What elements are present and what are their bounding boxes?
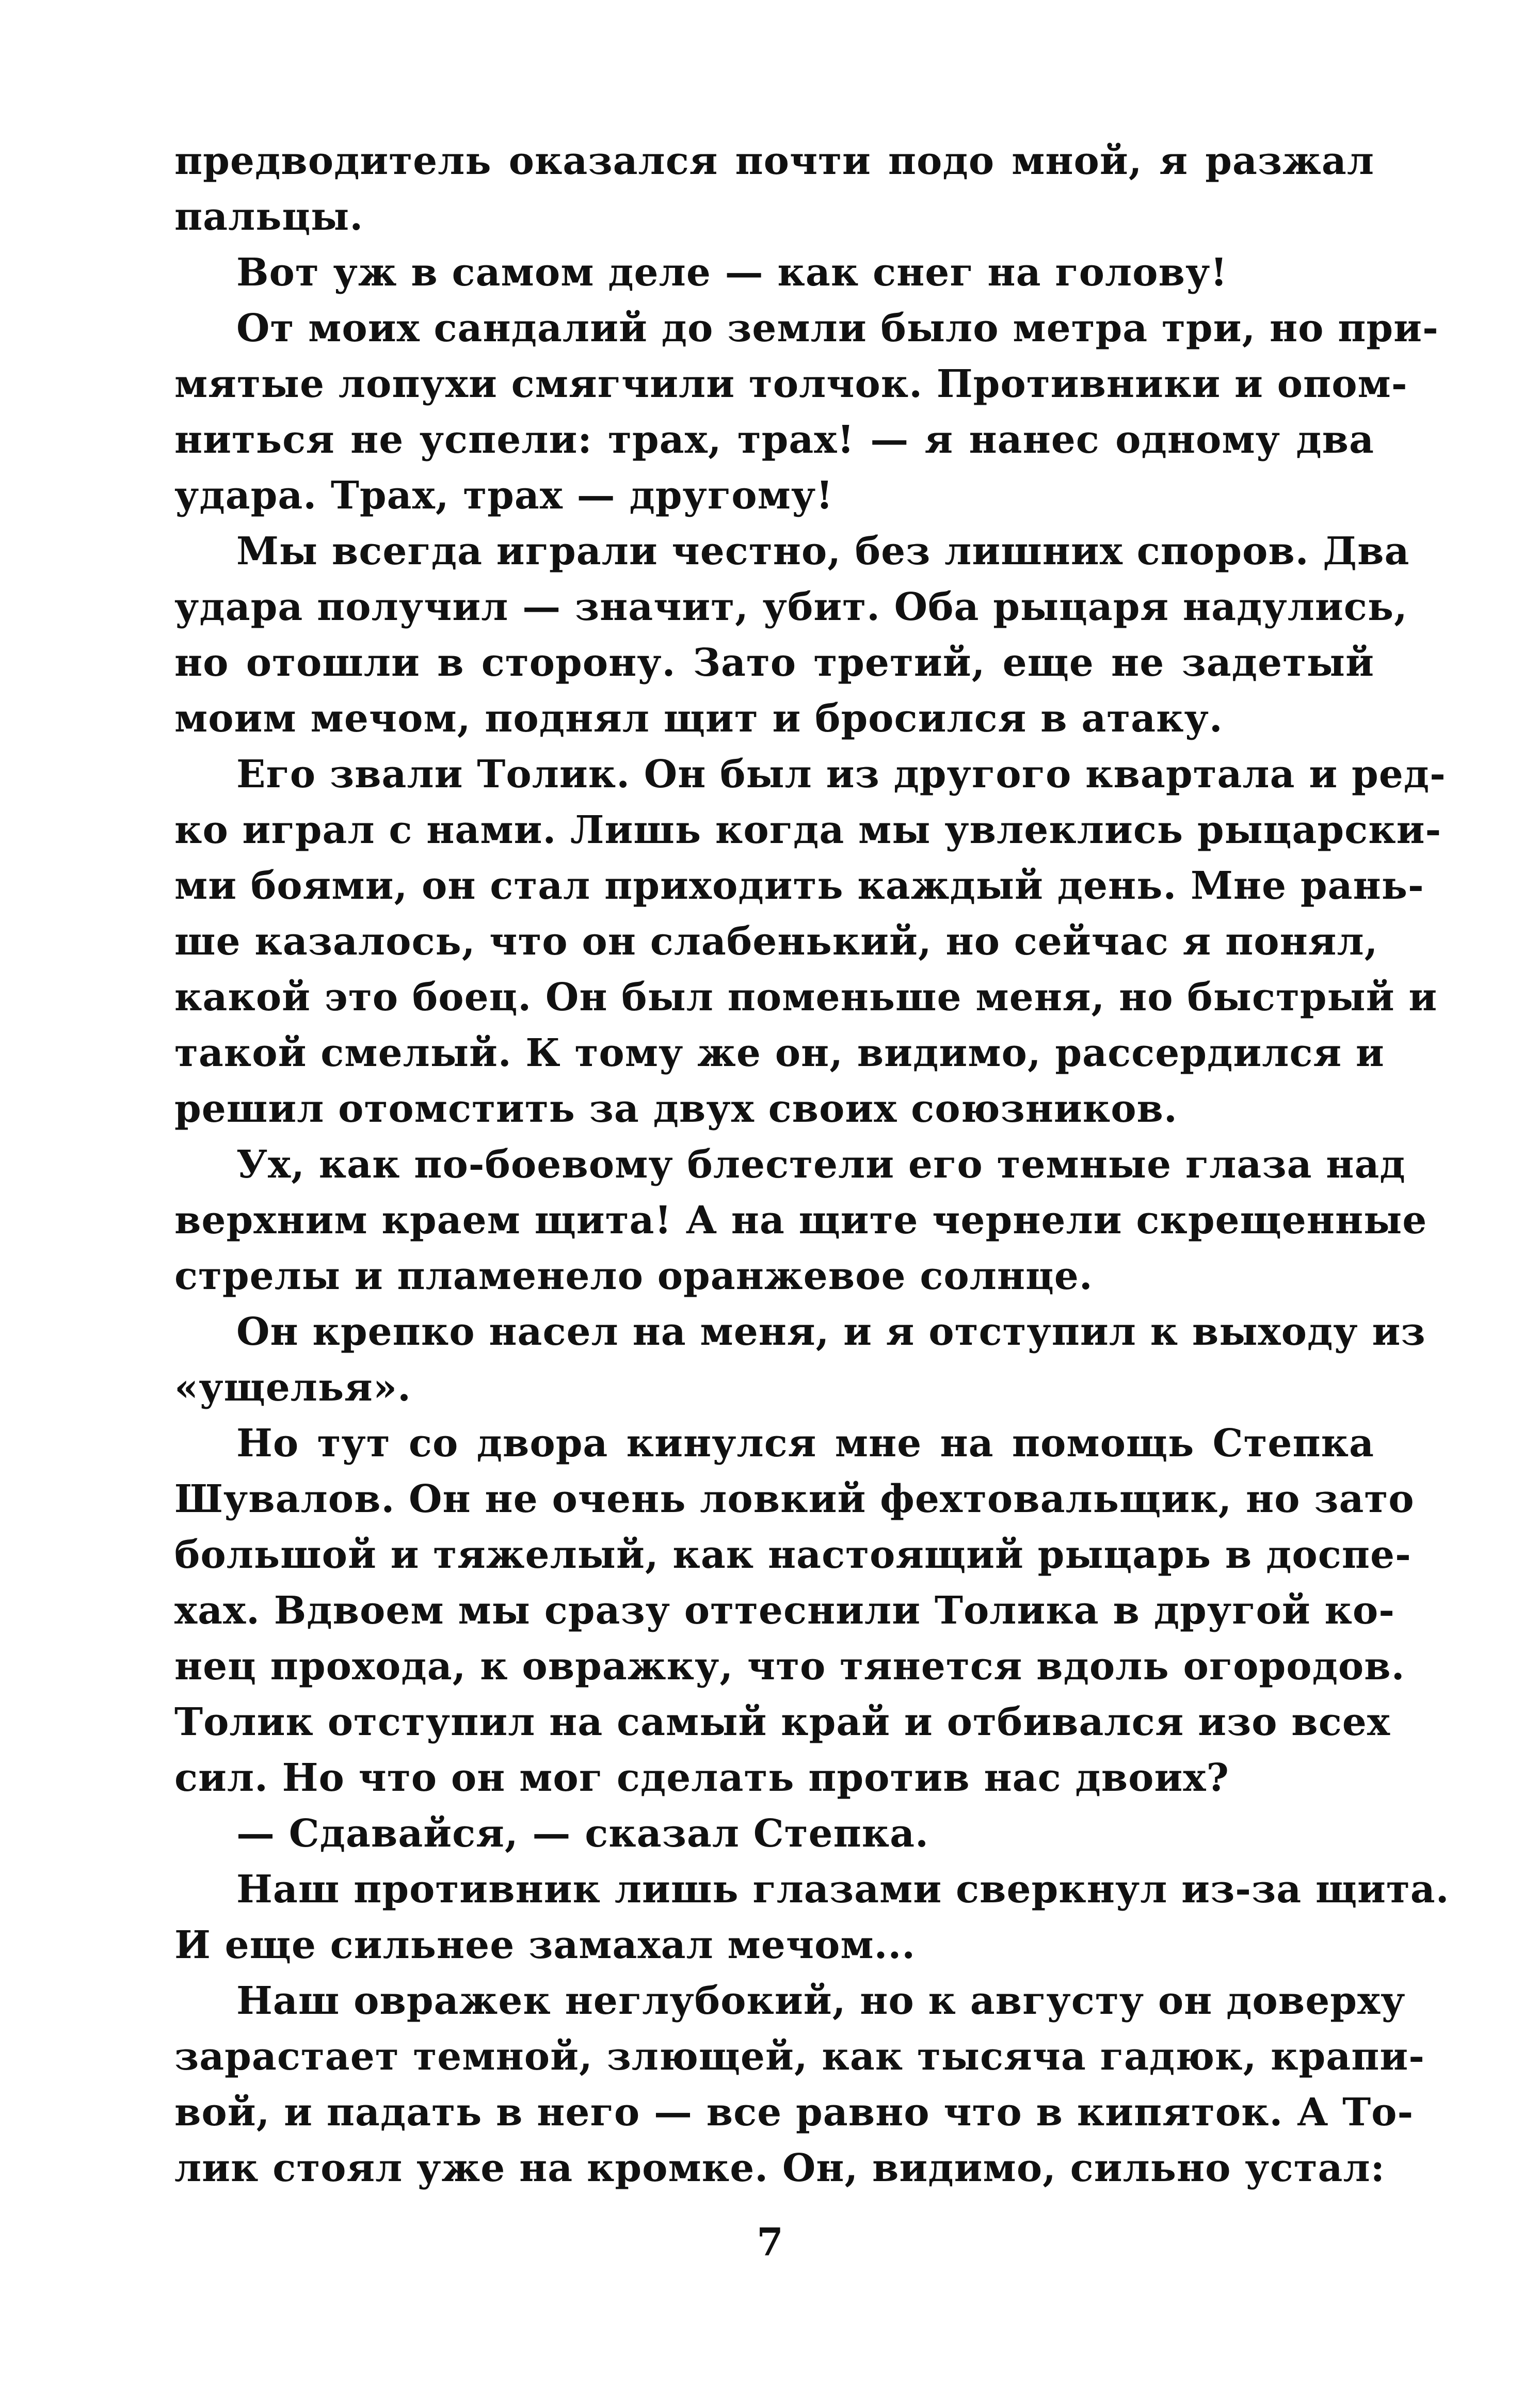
text-line: нец прохода, к овражку, что тянется вдоль огородов. <box>174 1644 1405 1689</box>
paragraph-start: Но тут со двора кинулся мне на помощь Степка <box>236 1421 1374 1466</box>
text-line: ниться не успели: трах, трах! — я нанес одному два <box>174 418 1374 462</box>
page-number: 7 <box>757 2220 783 2265</box>
paragraph-start: Он крепко насел на меня, и я отступил к выходу из <box>236 1310 1426 1354</box>
text-line: вой, и падать в него — все равно что в кипяток. А То- <box>174 2090 1414 2135</box>
paragraph-start: Вот уж в самом деле — как снег на голову! <box>236 250 1228 295</box>
text-line: мятые лопухи смягчили толчок. Противники и опом- <box>174 362 1408 406</box>
text-line: лик стоял уже на кромке. Он, видимо, сильно устал: <box>174 2146 1385 2190</box>
text-line: Шувалов. Он не очень ловкий фехтовальщик, но зато <box>174 1477 1415 1521</box>
paragraph-start: Ух, как по-боевому блестели его темные глаза над <box>236 1142 1406 1187</box>
text-line: но отошли в сторону. Зато третий, еще не задетый <box>174 641 1374 685</box>
text-line: сил. Но что он мог сделать против нас двоих? <box>174 1756 1229 1800</box>
text-line: моим мечом, поднял щит и бросился в атаку. <box>174 696 1223 741</box>
paragraph-start: Наш овражек неглубокий, но к августу он доверху <box>236 1979 1406 2023</box>
text-line: зарастает темной, злющей, как тысяча гадюк, крапи- <box>174 2034 1425 2079</box>
text-line: стрелы и пламенело оранжевое солнце. <box>174 1254 1093 1298</box>
text-line: предводитель оказался почти подо мной, я разжал <box>174 139 1374 183</box>
text-line: ко играл с нами. Лишь когда мы увлеклись рыцарски- <box>174 808 1442 852</box>
text-line: какой это боец. Он был поменьше меня, но быстрый и <box>174 975 1438 1020</box>
text-line: удара. Трах, трах — другому! <box>174 473 833 518</box>
text-line: ми боями, он стал приходить каждый день. Мне рань- <box>174 864 1424 908</box>
body-text <box>174 133 1450 2196</box>
paragraph-start: Наш противник лишь глазами сверкнул из-за щита. <box>236 1867 1450 1912</box>
text-line: решил отомстить за двух своих союзников. <box>174 1087 1178 1131</box>
dialogue-line: — Сдавайся, — сказал Степка. <box>236 1811 929 1856</box>
text-line: большой и тяжелый, как настоящий рыцарь в доспе- <box>174 1533 1411 1577</box>
paragraph-start: От моих сандалий до земли было метра три, но при- <box>236 306 1439 351</box>
text-line: ше казалось, что он слабенький, но сейчас я понял, <box>174 919 1378 964</box>
paragraph-start: Его звали Толик. Он был из другого квартала и ред- <box>236 752 1446 797</box>
text-line: Толик отступил на самый край и отбивался изо всех <box>174 1700 1390 1744</box>
text-line: И еще сильнее замахал мечом... <box>174 1923 916 1967</box>
text-line: «ущелья». <box>174 1365 411 1410</box>
text-line: верхним краем щита! А на щите чернели скрещенные <box>174 1198 1427 1243</box>
paragraph-start: Мы всегда играли честно, без лишних споров. Два <box>236 529 1410 574</box>
text-line: удара получил — значит, убит. Оба рыцаря надулись, <box>174 585 1408 629</box>
text-line: пальцы. <box>174 195 364 239</box>
text-line: хах. Вдвоем мы сразу оттеснили Толика в другой ко- <box>174 1588 1395 1633</box>
text-line: такой смелый. К тому же он, видимо, рассердился и <box>174 1031 1385 1075</box>
